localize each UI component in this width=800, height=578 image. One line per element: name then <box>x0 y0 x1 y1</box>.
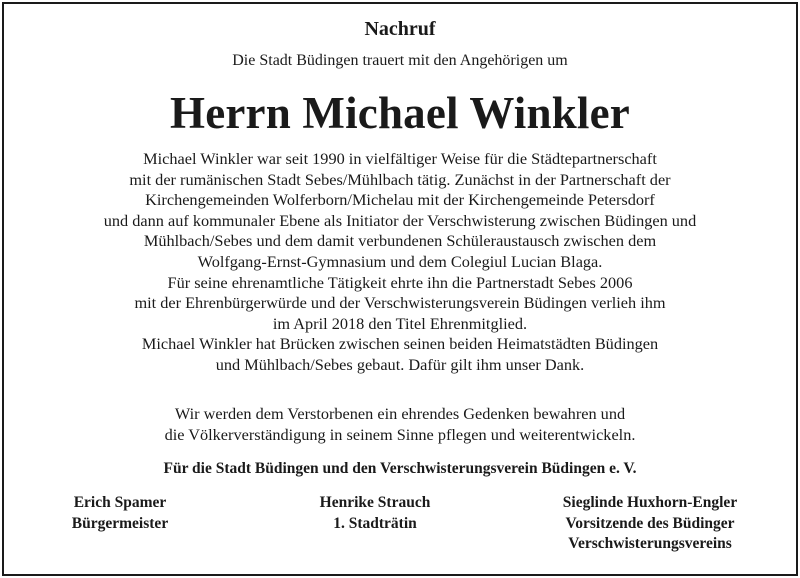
closing-line: Wir werden dem Verstorbenen ein ehrendes Gedenken bewahren und <box>174 404 626 423</box>
notice-intro: Die Stadt Büdingen trauert mit den Angehörigen um <box>232 52 568 69</box>
signatory-name: Erich Spamer <box>73 494 167 511</box>
closing-line: die Völkerverständigung in seinem Sinne pflegen und weiterentwickeln. <box>164 425 636 444</box>
notice-closing <box>0 403 800 445</box>
body-line: mit der Ehrenbürgerwürde und der Verschwisterungsverein Büdingen verlieh ihm <box>134 293 666 313</box>
signatory-name: Henrike Strauch <box>319 494 431 511</box>
signatory-title: Bürgermeister <box>71 514 169 532</box>
signatory-name: Sieglinde Huxhorn-Engler <box>562 494 738 511</box>
signatory-mayor <box>40 493 200 534</box>
organization-line: Für die Stadt Büdingen und den Verschwisterungsverein Büdingen e. V. <box>163 460 637 477</box>
deceased-name: Herrn Michael Winkler <box>170 88 630 138</box>
signatory-association-chair <box>530 493 770 555</box>
signatory-title: Verschwisterungsvereins <box>568 535 732 552</box>
body-line: Wolfgang-Ernst-Gymnasium und dem Colegiul Lucian Blaga. <box>197 251 603 271</box>
body-line: mit der rumänischen Stadt Sebes/Mühlbach tätig. Zunächst in der Partnerschaft der <box>129 169 671 189</box>
signatory-title: Vorsitzende des Büdinger <box>565 514 735 532</box>
notice-heading: Nachruf <box>364 18 436 40</box>
body-line: und Mühlbach/Sebes gebaut. Dafür gilt ihm unser Dank. <box>215 354 585 374</box>
body-line: und dann auf kommunaler Ebene als Initiator der Verschwisterung zwischen Büdingen und <box>103 210 697 230</box>
signatory-councillor <box>282 493 468 534</box>
signatory-title: 1. Stadträtin <box>333 514 417 532</box>
body-line: Mühlbach/Sebes und dem damit verbundenen Schüleraustausch zwischen dem <box>143 231 657 251</box>
body-line: Kirchengemeinden Wolferborn/Michelau mit der Kirchengemeinde Petersdorf <box>145 190 655 210</box>
body-line: Michael Winkler war seit 1990 in vielfältiger Weise für die Städtepartnerschaft <box>143 149 657 168</box>
body-line: Michael Winkler hat Brücken zwischen seinen beiden Heimatstädten Büdingen <box>141 334 659 354</box>
body-line: Für seine ehrenamtliche Tätigkeit ehrte ihn die Partnerstadt Sebes 2006 <box>167 272 633 292</box>
notice-body <box>10 149 790 376</box>
body-line: im April 2018 den Titel Ehrenmitglied. <box>272 313 528 333</box>
